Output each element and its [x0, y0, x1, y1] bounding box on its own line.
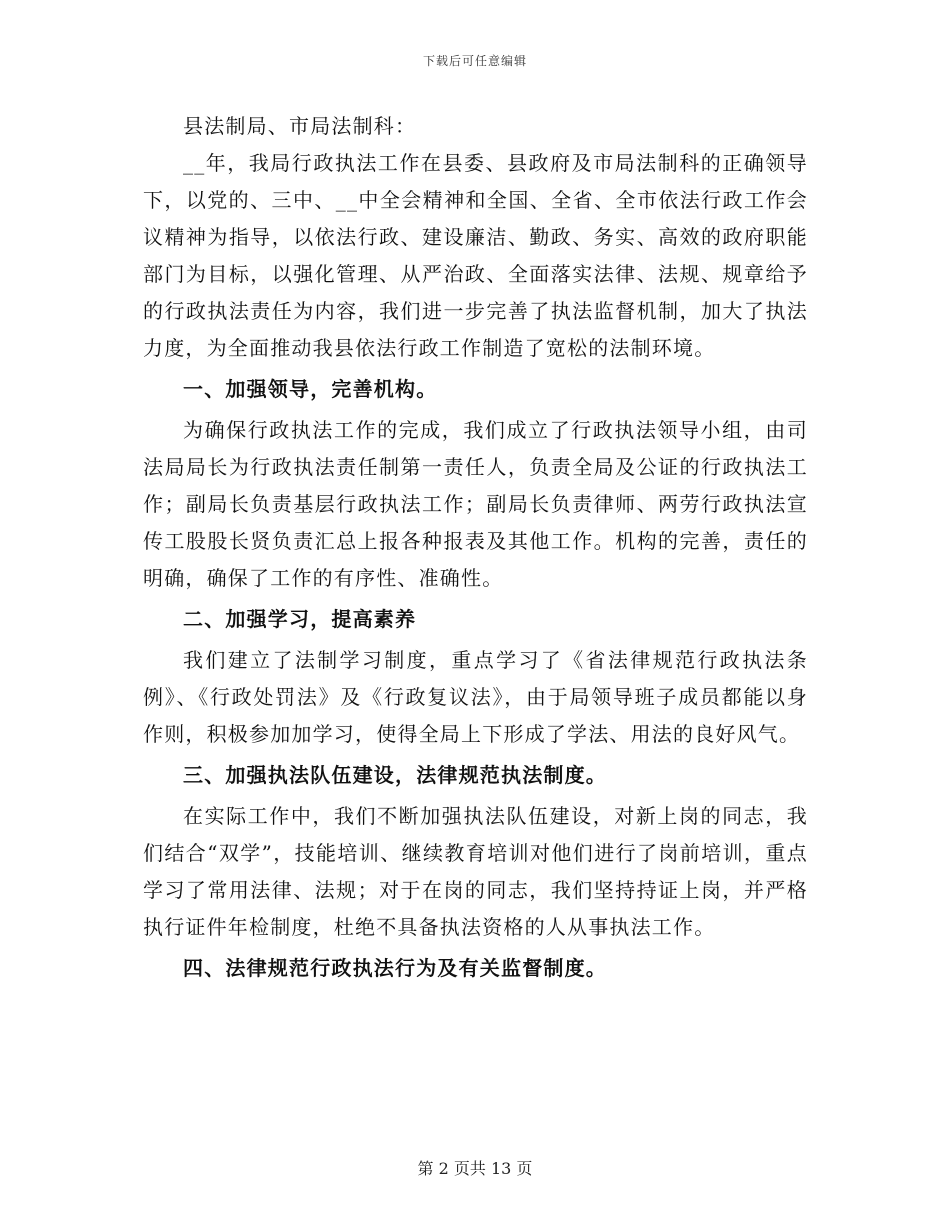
section-heading-4: 四、法律规范行政执法行为及有关监督制度。	[183, 956, 607, 980]
intro-paragraph: __年，我局行政执法工作在县委、县政府及市局法制科的正确领导下，以党的、三中、__中全会精神和全国、全省、全市依法行政工作会议精神为指导，以依法行政、建设廉洁、勤政、务实、高效的政府职能部门为目标，以强化管理、从严治政、全面落实法律、法规、规章给予的行政执法责任为内容，我们进一步完善了执法监督机制，加大了执法力度，为全面推动我县依法行政工作制造了宽松的法制环境。	[143, 151, 808, 360]
document-body	[143, 108, 808, 991]
page-header: 下载后可任意编辑	[422, 54, 527, 68]
section-heading-3: 三、加强执法队伍建设，法律规范执法制度。	[183, 763, 607, 787]
section-body-1: 为确保行政执法工作的完成，我们成立了行政执法领导小组，由司法局局长为行政执法责任制第一责任人，负责全局及公证的行政执法工作；副局长负责基层行政执法工作；副局长负责律师、两劳行政执法宣传工股股长贤负责汇总上报各种报表及其他工作。机构的完善，责任的明确，确保了工作的有序性、准确性。	[143, 418, 808, 590]
salutation: 县法制局、市局法制科：	[183, 114, 417, 138]
section-heading-2: 二、加强学习，提高素养	[183, 607, 417, 631]
section-body-2: 我们建立了法制学习制度，重点学习了《省法律规范行政执法条例》、《行政处罚法》及《行政复议法》，由于局领导班子成员都能以身作则，积极参加加学习，使得全局上下形成了学法、用法的良好风气。	[143, 648, 808, 746]
page-footer: 第 2 页共 13 页	[417, 1159, 533, 1178]
section-body-3: 在实际工作中，我们不断加强执法队伍建设，对新上岗的同志，我们结合“双学”，技能培训、继续教育培训对他们进行了岗前培训，重点学习了常用法律、法规；对于在岗的同志，我们坚持持证上岗，并严格执行证件年检制度，杜绝不具备执法资格的人从事执法工作。	[143, 804, 808, 939]
section-heading-1: 一、加强领导，完善机构。	[183, 377, 438, 401]
